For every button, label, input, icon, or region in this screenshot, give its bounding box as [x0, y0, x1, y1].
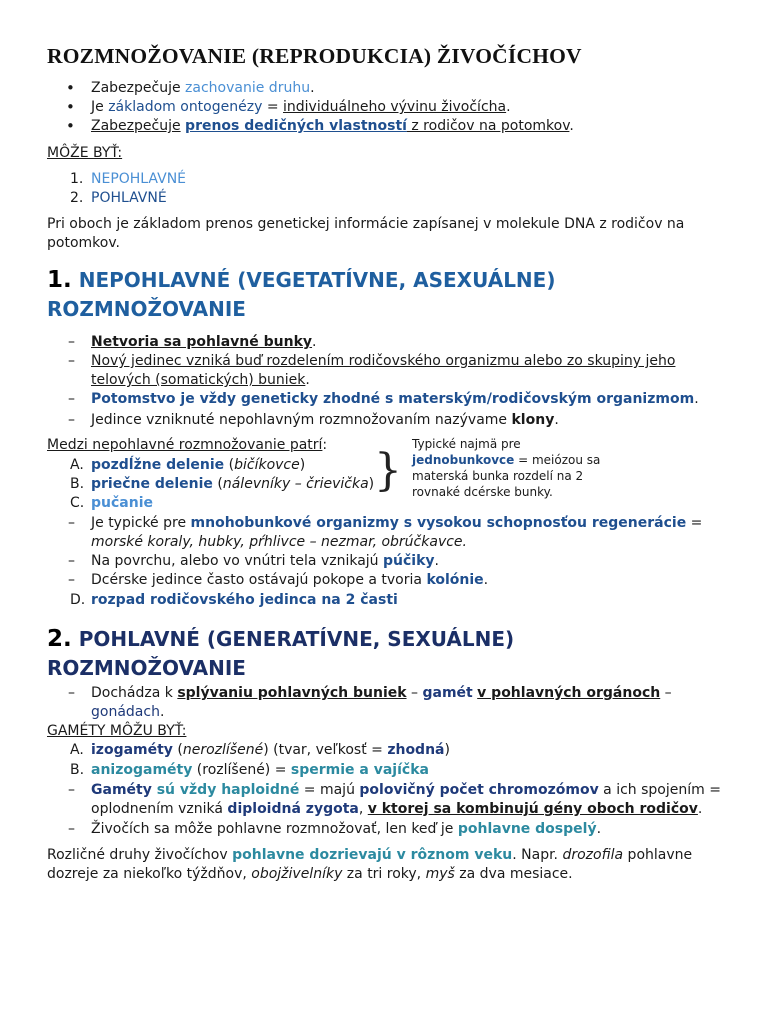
s1-item-4	[91, 410, 559, 430]
text: .	[554, 412, 559, 428]
highlight: púčiky	[383, 553, 435, 569]
highlight: gonádach	[91, 704, 160, 720]
underlined-text: Medzi nepohlavné rozmnožovanie patrí	[47, 437, 323, 453]
text: pohlavne	[623, 847, 693, 863]
section2-heading-line2: ROZMNOŽOVANIE	[47, 656, 246, 680]
highlight: diploidná zygota	[227, 801, 359, 817]
dash-mark: –	[68, 821, 75, 837]
underlined-text: individuálneho vývinu živočícha	[283, 99, 507, 115]
section2-heading	[47, 625, 514, 654]
intro-line-2: potomkov.	[47, 235, 120, 251]
text: ) (tvar, veľkosť =	[263, 742, 388, 758]
highlight: mnohobunkové organizmy s vysokou schopnosťou regenerácie	[190, 515, 687, 531]
highlight: priečne delenie	[91, 476, 213, 492]
text: Zabezpečuje	[91, 80, 186, 96]
bullet-dot: •	[66, 98, 75, 116]
text: (	[212, 476, 223, 492]
text: Rozličné druhy živočíchov	[47, 847, 233, 863]
highlight: pozdĺžne delenie	[91, 457, 225, 473]
highlight: pohlavne dozrievajú v rôznom veku	[232, 847, 513, 863]
text: Na povrchu, alebo vo vnútri tela vznikajú	[91, 553, 384, 569]
s1-item-2-line2	[91, 370, 310, 390]
dash-mark: –	[68, 515, 75, 531]
text: .	[569, 118, 574, 134]
list-letter: B.	[70, 476, 85, 492]
side-note-line: Typické najmä pre	[412, 437, 521, 451]
text: )	[299, 457, 306, 473]
underlined-text: Zabezpečuje	[91, 118, 181, 134]
text: )	[368, 476, 375, 492]
dash-mark: –	[68, 685, 75, 701]
text: Dcérske jedince často ostávajú pokope a tvoria	[91, 572, 427, 588]
closing-line-2	[47, 864, 573, 884]
list-letter: A.	[70, 457, 84, 473]
side-note-line: materská bunka rozdelí na 2	[412, 469, 584, 483]
list-letter: C.	[70, 495, 85, 511]
dash-mark: –	[68, 572, 75, 588]
list-number: 1.	[70, 171, 84, 187]
s1-item-1	[91, 332, 317, 352]
section1-heading	[47, 266, 555, 295]
text: .	[694, 391, 699, 407]
highlight: zhodná	[387, 742, 445, 758]
type-nepohlavne: NEPOHLAVNÉ	[91, 171, 187, 187]
highlight: kolónie	[426, 572, 484, 588]
section1-heading-line2: ROZMNOŽOVANIE	[47, 297, 246, 321]
moze-byt-label: MÔŽE BYŤ:	[47, 145, 123, 161]
medzi-label	[47, 435, 327, 455]
highlight: prenos dedičných vlastností	[185, 118, 407, 134]
dash-mark: –	[68, 391, 75, 407]
intro-line-1: Pri oboch je základom prenos genetickej informácie zapísanej v molekule DNA z rodičov na	[47, 216, 685, 232]
dash-mark: –	[68, 782, 75, 798]
text: za dva mesiace.	[454, 866, 573, 882]
dash-mark: –	[68, 412, 75, 428]
underlined-text: v pohlavných orgánoch	[477, 685, 661, 701]
text: ,	[358, 801, 368, 817]
text: )	[444, 742, 450, 758]
highlight: polovičný počet chromozómov	[359, 782, 599, 798]
s1-item-2-line1: Nový jedinec vzniká buď rozdelením rodičovského organizmu alebo zo skupiny jeho	[91, 353, 676, 369]
highlight: Potomstvo je vždy geneticky zhodné s materským/rodičovským organizmom	[91, 391, 695, 407]
list-letter: A.	[70, 742, 84, 758]
text: = meiózou sa	[514, 453, 601, 467]
text: = majú	[299, 782, 360, 798]
text: .	[305, 372, 310, 388]
bold-text: klony	[511, 412, 555, 428]
s2-list-a	[91, 740, 450, 760]
heading-text: POHLAVNÉ (GENERATÍVNE, SEXUÁLNE)	[78, 627, 515, 651]
highlight: spermie a vajíčka	[290, 762, 429, 778]
text: za tri roky,	[342, 866, 426, 882]
closing-line-1	[47, 845, 692, 865]
text: =	[686, 515, 703, 531]
bullet-item-2	[91, 97, 511, 117]
bullet-dot: •	[66, 117, 75, 135]
list-letter: B.	[70, 762, 85, 778]
gamety-label: GAMÉTY MÔŽU BYŤ:	[47, 723, 187, 739]
text: oplodnením vzniká	[91, 801, 228, 817]
s2-item-1	[91, 683, 672, 703]
dash-mark: –	[68, 553, 75, 569]
underlined-text: v ktorej sa kombinujú gény oboch rodičov	[367, 801, 698, 817]
text: Jedince vzniknuté nepohlavným rozmnožovaním nazývame	[91, 412, 512, 428]
underlined-text: z rodičov na potomkov	[406, 118, 570, 134]
highlight: jednobunkovce	[412, 453, 515, 467]
s2-list-b	[91, 760, 429, 780]
text: Je typické pre	[91, 515, 191, 531]
side-note	[412, 436, 632, 500]
list-number: 2.	[70, 190, 84, 206]
dash-mark: –	[68, 353, 75, 369]
type-pohlavne: POHLAVNÉ	[91, 190, 167, 206]
s2-item-3	[91, 819, 601, 839]
text: . Napr.	[512, 847, 563, 863]
s2-item-2	[91, 780, 721, 800]
s2-item-1-line2	[91, 702, 164, 722]
italic-text: drozofila	[562, 847, 624, 863]
text: .	[312, 334, 317, 350]
text: .	[697, 801, 703, 817]
text: Dochádza k	[91, 685, 178, 701]
text: .	[159, 704, 165, 720]
highlight: gamét	[422, 685, 473, 701]
text: a ich spojením =	[598, 782, 721, 798]
text: .	[596, 821, 602, 837]
s2-item-2-line2	[91, 799, 702, 819]
side-note-line	[412, 452, 632, 468]
section-number: 2.	[47, 626, 72, 652]
underlined-text: Netvoria sa pohlavné bunky	[91, 334, 313, 350]
bullet-dot: •	[66, 79, 75, 97]
curly-brace: }	[374, 445, 402, 496]
s1-c-item-1	[91, 513, 702, 533]
text: –	[660, 685, 672, 701]
italic-text: myš	[425, 866, 455, 882]
bullet-item-3	[91, 116, 574, 136]
s1-list-b	[91, 474, 374, 494]
text: :	[322, 437, 328, 453]
text: .	[310, 80, 315, 96]
highlight: Gaméty	[91, 782, 157, 798]
text: Je	[91, 99, 109, 115]
s1-list-a	[91, 455, 305, 475]
underlined-text: splývaniu pohlavných buniek	[177, 685, 407, 701]
italic-text: nálevníky – črievička	[222, 476, 369, 492]
list-letter: D.	[70, 592, 86, 608]
underlined-text: telových (somatických) buniek	[91, 372, 306, 388]
highlight: sú vždy haploidné	[156, 782, 300, 798]
document-title: ROZMNOŽOVANIE (REPRODUKCIA) ŽIVOČÍCHOV	[47, 44, 582, 68]
text: .	[434, 553, 439, 569]
text: Živočích sa môže pohlavne rozmnožovať, len keď je	[91, 821, 458, 837]
highlight: pohlavne dospelý	[457, 821, 597, 837]
text: .	[506, 99, 511, 115]
dash-mark: –	[68, 334, 75, 350]
italic-text: nerozlíšené	[182, 742, 264, 758]
s1-list-d: rozpad rodičovského jedinca na 2 časti	[91, 592, 398, 608]
text: –	[406, 685, 423, 701]
highlight: anizogaméty	[91, 762, 193, 778]
text: (	[172, 742, 183, 758]
s1-c-item-1-line2: morské koraly, hubky, pŕhlivce – nezmar, obrúčkavce.	[91, 534, 467, 550]
text: dozreje za niekoľko týždňov,	[47, 866, 252, 882]
italic-text: obojživelníky	[251, 866, 343, 882]
s1-list-c: pučanie	[91, 495, 153, 511]
s1-item-3	[91, 389, 699, 409]
text: .	[483, 572, 489, 588]
side-note-line: rovnaké dcérske bunky.	[412, 485, 553, 499]
text: (rozlíšené) =	[192, 762, 291, 778]
s1-c-item-2	[91, 551, 439, 571]
highlight: zachovanie druhu	[185, 80, 311, 96]
heading-text: NEPOHLAVNÉ (VEGETATÍVNE, ASEXUÁLNE)	[78, 268, 556, 292]
italic-text: bičíkovce	[234, 457, 300, 473]
bullet-item-1	[91, 78, 315, 98]
text: (	[224, 457, 235, 473]
text: =	[262, 99, 284, 115]
s1-c-item-3	[91, 570, 488, 590]
highlight: izogaméty	[91, 742, 173, 758]
section-number: 1.	[47, 267, 72, 293]
highlight: základom ontogenézy	[108, 99, 263, 115]
